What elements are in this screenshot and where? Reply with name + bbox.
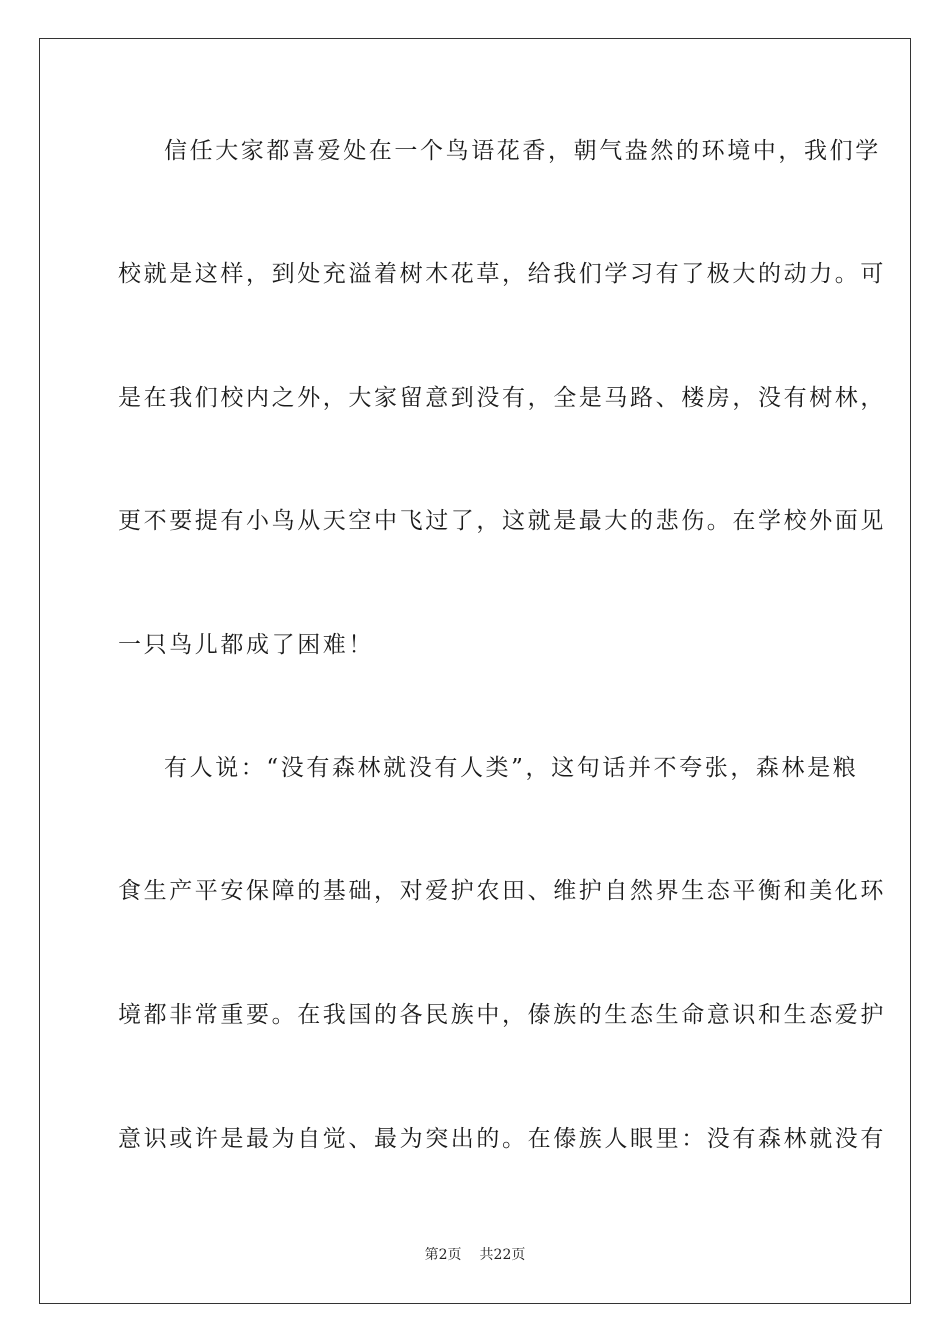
paragraph-line: 一只鸟儿都成了困难！ <box>118 632 374 658</box>
paragraph-line: 是在我们校内之外，大家留意到没有，全是马路、楼房，没有树林， <box>118 385 886 411</box>
paragraph-line: 境都非常重要。在我国的各民族中，傣族的生态生命意识和生态爱护 <box>118 1002 886 1028</box>
page-number: 第2页 <box>424 1247 462 1263</box>
paragraph-line: 食生产平安保障的基础，对爱护农田、维护自然界生态平衡和美化环 <box>118 878 886 904</box>
paragraph-line: 校就是这样，到处充溢着树木花草，给我们学习有了极大的动力。可 <box>118 261 886 287</box>
paragraph-line: 意识或许是最为自觉、最为突出的。在傣族人眼里：没有森林就没有 <box>118 1126 886 1152</box>
page-footer <box>0 1246 950 1264</box>
paragraph-line: 更不要提有小鸟从天空中飞过了，这就是最大的悲伤。在学校外面见 <box>118 508 886 534</box>
page-border <box>39 38 911 1304</box>
page-total: 共22页 <box>479 1247 526 1263</box>
paragraph-line: 有人说：“没有森林就没有人类”，这句话并不夸张，森林是粮 <box>164 755 859 781</box>
paragraph-line: 信任大家都喜爱处在一个鸟语花香，朝气盎然的环境中，我们学 <box>164 138 881 164</box>
